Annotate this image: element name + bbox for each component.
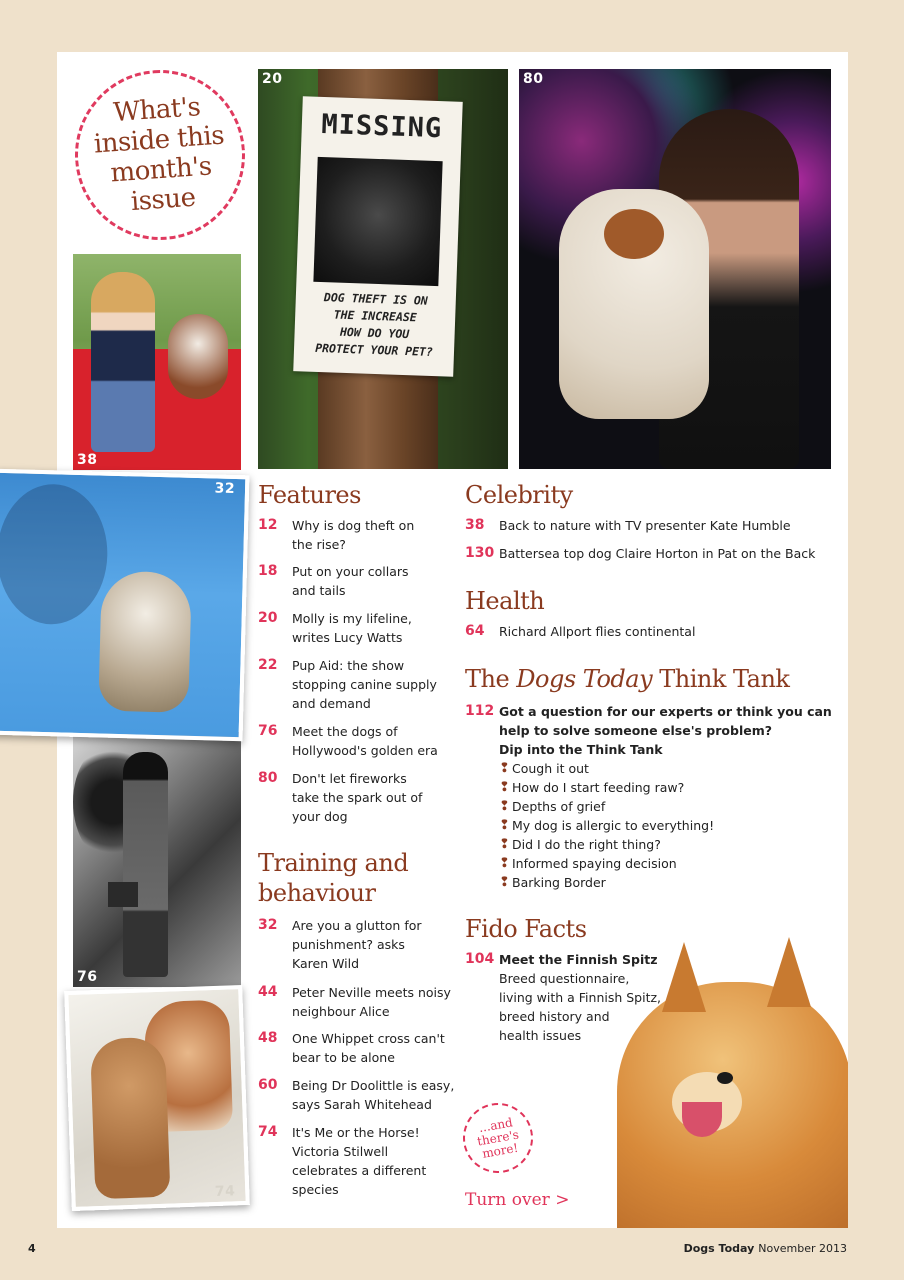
entry-page: 12 bbox=[258, 517, 278, 533]
entry-text: Back to nature with TV presenter Kate Humble bbox=[499, 518, 791, 533]
bearded-collie-photo bbox=[0, 469, 249, 742]
toc-entry[interactable] bbox=[258, 562, 409, 600]
list-item[interactable]: ❢ Did I do the right thing? bbox=[499, 837, 661, 852]
list-item[interactable]: ❢ Depths of grief bbox=[499, 799, 606, 814]
actress-figure bbox=[123, 752, 168, 977]
section-title-celebrity: Celebrity bbox=[465, 481, 573, 509]
toc-entry[interactable] bbox=[258, 983, 451, 1021]
spitz-left-ear bbox=[662, 942, 706, 1012]
toc-entry[interactable] bbox=[258, 609, 412, 647]
bullet-icon: ❢ bbox=[499, 780, 510, 795]
spaniel-dog bbox=[168, 314, 228, 399]
issue-stamp-text: What's inside this month's issue bbox=[92, 92, 226, 218]
poster-caption: DOG THEFT IS ON THE INCREASE HOW DO YOU PROTECT YOUR PET? bbox=[314, 290, 434, 359]
fido-headline: Meet the Finnish Spitz bbox=[499, 952, 658, 967]
entry-page: 74 bbox=[258, 1124, 278, 1140]
bullet-icon: ❢ bbox=[499, 875, 510, 890]
more-stamp-text: ...and there's more! bbox=[476, 1114, 520, 1161]
footer-magazine-name: Dogs Today bbox=[683, 1242, 755, 1255]
section-title-training-line2: behaviour bbox=[258, 879, 376, 907]
poster-title: MISSING bbox=[320, 108, 443, 145]
toc-entry[interactable] bbox=[465, 622, 695, 641]
bullet-icon: ❢ bbox=[499, 799, 510, 814]
entry-text: Put on your collars and tails bbox=[292, 564, 409, 598]
issue-stamp bbox=[69, 64, 250, 245]
entry-page: 76 bbox=[258, 723, 278, 739]
entry-text: Peter Neville meets noisy neighbour Alice bbox=[292, 985, 451, 1019]
entry-text: Are you a glutton for punishment? asks Karen Wild bbox=[292, 918, 422, 971]
photo-page-number: 80 bbox=[523, 71, 544, 87]
bearded-collie-dog bbox=[98, 571, 192, 713]
toc-entry[interactable] bbox=[465, 950, 658, 969]
entry-text: Molly is my lifeline, writes Lucy Watts bbox=[292, 611, 412, 645]
finnish-spitz-photo bbox=[597, 892, 848, 1228]
photo-page-number: 38 bbox=[77, 452, 98, 468]
entry-page: 112 bbox=[465, 703, 495, 719]
thinktank-intro: Got a question for our experts or think you can help to solve someone else's problem? Dip into the Think Tank bbox=[499, 704, 832, 757]
bullet-icon: ❢ bbox=[499, 837, 510, 852]
entry-text: Pup Aid: the show stopping canine supply and demand bbox=[292, 658, 437, 711]
entry-text: Don't let fireworks take the spark out of your dog bbox=[292, 771, 423, 824]
fireworks-photo bbox=[519, 69, 831, 469]
photo-page-number: 20 bbox=[262, 71, 283, 87]
footer-issue-date: November 2013 bbox=[758, 1242, 847, 1255]
entry-page: 80 bbox=[258, 770, 278, 786]
photo-page-number: 32 bbox=[214, 480, 236, 497]
list-item[interactable]: ❢ Informed spaying decision bbox=[499, 856, 677, 871]
list-item[interactable]: ❢ How do I start feeding raw? bbox=[499, 780, 685, 795]
entry-page: 130 bbox=[465, 545, 495, 561]
entry-page: 38 bbox=[465, 517, 485, 533]
entry-text: Being Dr Doolittle is easy, says Sarah Whitehead bbox=[292, 1078, 455, 1112]
thinktank-bullet-list bbox=[499, 759, 714, 892]
thinktank-title-pre: The bbox=[465, 665, 517, 693]
more-stamp bbox=[457, 1097, 538, 1178]
toc-entry[interactable] bbox=[465, 702, 832, 759]
toc-entry[interactable] bbox=[258, 1076, 454, 1114]
dog-figure bbox=[90, 1037, 171, 1200]
footer-page-number: 4 bbox=[28, 1242, 36, 1255]
missing-poster bbox=[293, 96, 462, 376]
bullet-icon: ❢ bbox=[499, 761, 510, 776]
section-title-fido: Fido Facts bbox=[465, 915, 587, 943]
missing-poster-photo bbox=[258, 69, 508, 469]
toc-entry[interactable] bbox=[465, 544, 815, 563]
horse-and-dog-photo bbox=[64, 985, 250, 1211]
section-title-features: Features bbox=[258, 481, 361, 509]
kate-humble-photo bbox=[73, 254, 241, 470]
entry-page: 32 bbox=[258, 917, 278, 933]
poster-dog-photo bbox=[313, 157, 442, 286]
hollywood-photo bbox=[73, 732, 241, 987]
dog-ear-patch bbox=[604, 209, 664, 259]
entry-text: It's Me or the Horse! Victoria Stilwell celebrates a different species bbox=[292, 1125, 427, 1197]
photo-page-number: 76 bbox=[77, 969, 98, 985]
entry-text: Richard Allport flies continental bbox=[499, 624, 696, 639]
section-title-thinktank bbox=[465, 664, 789, 694]
section-title-training-line1: Training and bbox=[258, 849, 409, 877]
entry-page: 48 bbox=[258, 1030, 278, 1046]
toc-entry[interactable] bbox=[258, 656, 437, 713]
entry-text: Why is dog theft on the rise? bbox=[292, 518, 415, 552]
bullet-icon: ❢ bbox=[499, 856, 510, 871]
entry-page: 18 bbox=[258, 563, 278, 579]
thinktank-title-post: Think Tank bbox=[652, 665, 790, 693]
entry-page: 44 bbox=[258, 984, 278, 1000]
entry-text: One Whippet cross can't bear to be alone bbox=[292, 1031, 445, 1065]
photo-page-number: 74 bbox=[214, 1183, 236, 1201]
entry-page: 60 bbox=[258, 1077, 278, 1093]
list-item[interactable]: ❢ My dog is allergic to everything! bbox=[499, 818, 715, 833]
spitz-right-ear bbox=[767, 937, 811, 1007]
section-title-training bbox=[258, 848, 408, 908]
toc-entry[interactable] bbox=[258, 722, 438, 760]
list-item[interactable]: ❢ Barking Border bbox=[499, 875, 606, 890]
toc-entry[interactable] bbox=[258, 916, 422, 973]
suitcase bbox=[108, 882, 138, 907]
entry-page: 64 bbox=[465, 623, 485, 639]
toc-entry[interactable] bbox=[258, 1123, 426, 1199]
fido-description: Breed questionnaire, living with a Finnish Spitz, breed history and health issues bbox=[499, 971, 662, 1043]
thinktank-title-magazine: Dogs Today bbox=[516, 665, 653, 693]
entry-page: 20 bbox=[258, 610, 278, 626]
list-item[interactable]: ❢ Cough it out bbox=[499, 761, 589, 776]
toc-entry[interactable] bbox=[258, 769, 422, 826]
toc-entry[interactable] bbox=[258, 516, 414, 554]
kate-figure bbox=[91, 272, 155, 452]
entry-page: 22 bbox=[258, 657, 278, 673]
entry-page: 104 bbox=[465, 951, 495, 967]
toc-entry[interactable] bbox=[465, 516, 791, 535]
toc-entry[interactable] bbox=[258, 1029, 445, 1067]
spitz-nose bbox=[717, 1072, 733, 1084]
entry-text: Meet the dogs of Hollywood's golden era bbox=[292, 724, 438, 758]
footer-issue bbox=[684, 1242, 847, 1255]
turn-over-link[interactable]: Turn over > bbox=[465, 1190, 570, 1210]
section-title-health: Health bbox=[465, 587, 545, 615]
shadow-figure bbox=[0, 483, 109, 626]
entry-text: Battersea top dog Claire Horton in Pat on the Back bbox=[499, 546, 816, 561]
bullet-icon: ❢ bbox=[499, 818, 510, 833]
